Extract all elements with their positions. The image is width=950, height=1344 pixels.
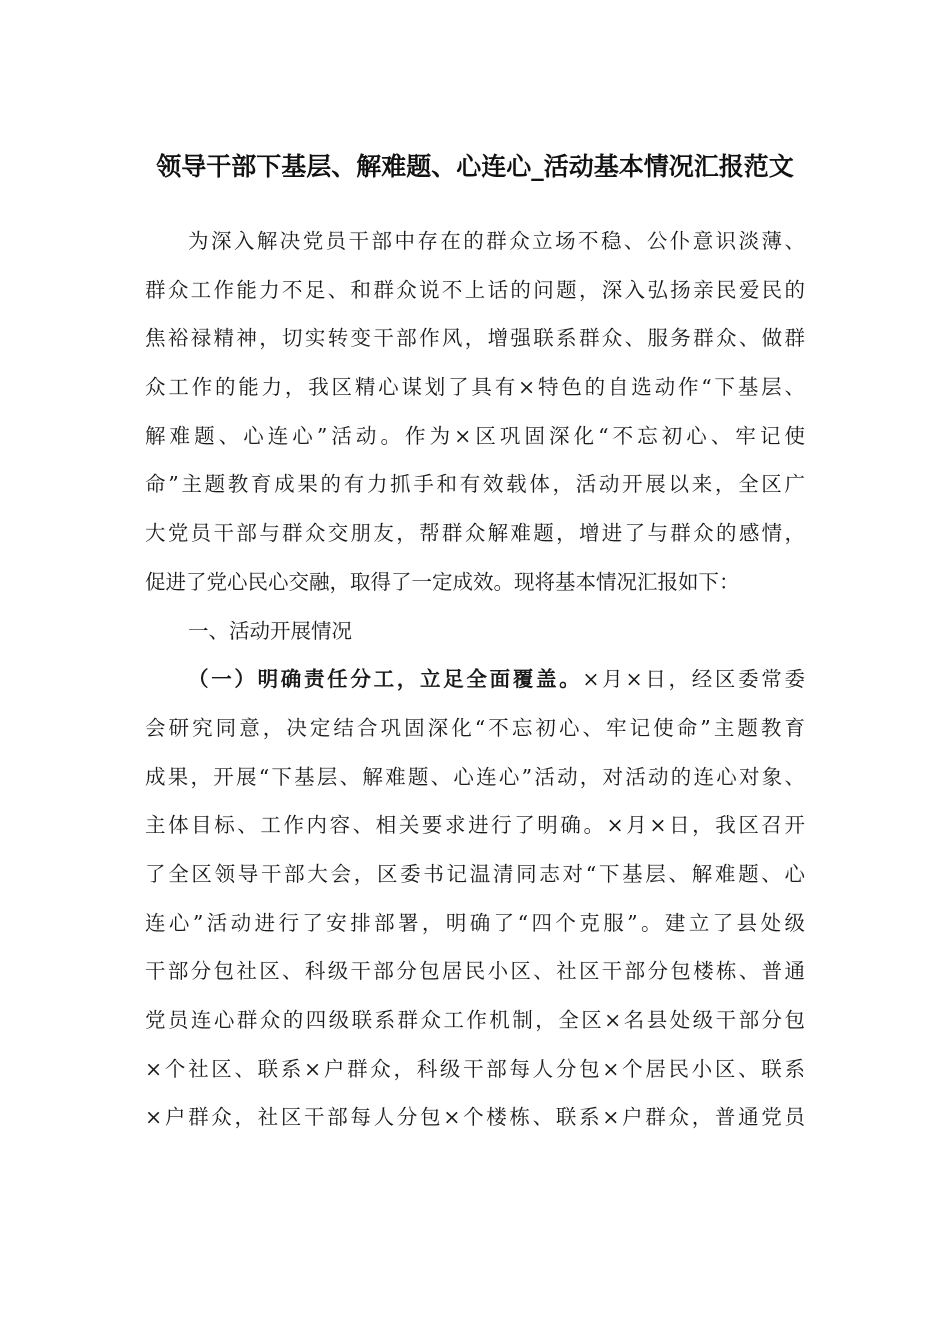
paragraph-line: 命”主题教育成果的有力抓手和有效载体，活动开展以来，全区广	[145, 472, 805, 497]
paragraph-line: 成果，开展“下基层、解难题、心连心”活动，对活动的连心对象、	[145, 764, 805, 789]
paragraph-line: 连心”活动进行了安排部署，明确了“四个克服”。建立了县处级	[145, 910, 805, 935]
paragraph-line: 主体目标、工作内容、相关要求进行了明确。×月×日，我区召开	[145, 813, 805, 838]
paragraph-line: 众工作的能力，我区精心谋划了具有×特色的自选动作“下基层、	[145, 375, 805, 400]
paragraph-line: 解难题、心连心”活动。作为×区巩固深化“不忘初心、牢记使	[145, 423, 805, 448]
document-body	[145, 217, 805, 1142]
paragraph-line: 促进了党心民心交融，取得了一定成效。现将基本情况汇报如下：	[145, 569, 740, 594]
paragraph-line: 群众工作能力不足、和群众说不上话的问题，深入弘扬亲民爱民的	[145, 277, 805, 302]
paragraph-line: 为深入解决党员干部中存在的群众立场不稳、公仆意识淡薄、	[188, 229, 805, 253]
document-title: 领导干部下基层、解难题、心连心_活动基本情况汇报范文	[156, 152, 794, 181]
paragraph-line: 焦裕禄精神，切实转变干部作风，增强联系群众、服务群众、做群	[145, 326, 805, 351]
paragraph-line: 干部分包社区、科级干部分包居民小区、社区干部分包楼栋、普通	[145, 959, 805, 984]
subsection-heading: （一）明确责任分工，立足全面覆盖。	[188, 667, 583, 692]
paragraph-line: 大党员干部与群众交朋友，帮群众解难题，增进了与群众的感情，	[145, 521, 805, 546]
paragraph-line: ×户群众，社区干部每人分包×个楼栋、联系×户群众，普通党员	[145, 1105, 805, 1130]
paragraph-line: 了全区领导干部大会，区委书记温清同志对“下基层、解难题、心	[145, 861, 805, 886]
paragraph-line: 党员连心群众的四级联系群众工作机制，全区×名县处级干部分包	[145, 1008, 805, 1032]
section-heading: 一、活动开展情况	[188, 618, 352, 643]
paragraph-line: 会研究同意，决定结合巩固深化“不忘初心、牢记使命”主题教育	[145, 715, 805, 740]
paragraph-line: ×个社区、联系×户群众，科级干部每人分包×个居民小区、联系	[145, 1056, 805, 1081]
subsection-first-line-text: ×月×日，经区委常委	[582, 667, 806, 692]
subsection-first-line	[145, 655, 805, 704]
